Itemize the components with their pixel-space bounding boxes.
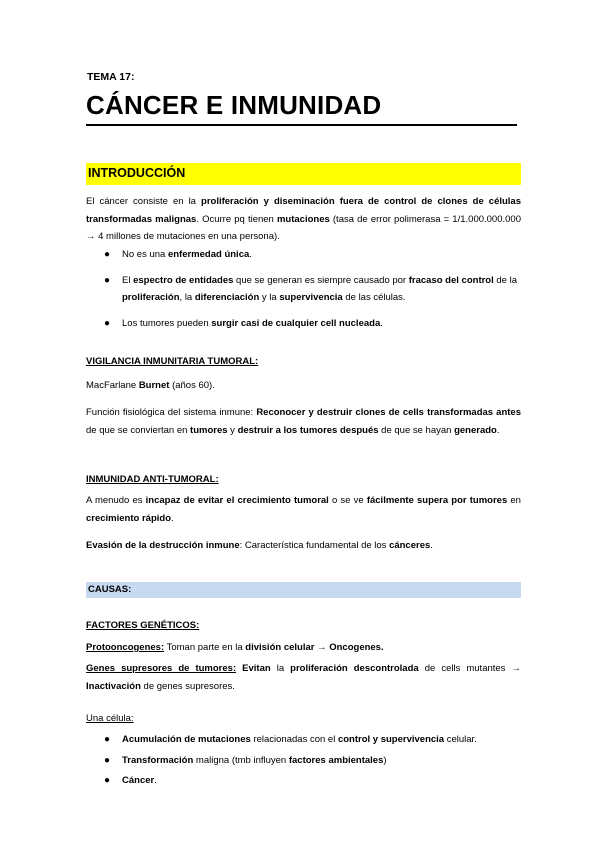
- text-run: relacionadas con el: [250, 734, 338, 745]
- inmunidad-paragraph-1: [86, 492, 521, 527]
- text-run: proliferación y diseminación fuera de control de clones de células transformadas malignas: [86, 196, 521, 225]
- text-run: : Característica fundamental de los: [239, 540, 390, 551]
- text-run: (tasa de error polimerasa = 1/1.000.000.000 → 4 millones de mutaciones en una persona).: [86, 213, 521, 242]
- text-run: surgir casi de cualquier cell nucleada: [211, 317, 381, 329]
- list-item: [86, 731, 521, 749]
- text-run: enfermedad única: [167, 249, 250, 260]
- text-run: El: [122, 274, 134, 286]
- text-run: .: [430, 540, 433, 551]
- text-run: proliferación: [122, 292, 180, 303]
- list-item: [86, 315, 521, 333]
- text-run: Evasión de la destrucción inmune: [86, 540, 240, 551]
- text-run: .: [496, 424, 500, 436]
- text-run: celular.: [444, 734, 477, 745]
- inmunidad-heading: INMUNIDAD ANTI-TUMORAL:: [86, 474, 219, 485]
- inmunidad-paragraph-2: [86, 537, 521, 555]
- text-run: Burnet: [138, 380, 170, 391]
- text-run: .: [171, 512, 174, 524]
- text-run: (años 60).: [169, 380, 215, 391]
- page-title: CÁNCER E INMUNIDAD: [86, 90, 382, 120]
- text-run: que se generan es siempre causado por: [233, 274, 409, 286]
- text-run: Oncogenes.: [329, 642, 384, 653]
- text-run: Acumulación de mutaciones: [122, 734, 251, 745]
- text-run: .: [380, 317, 383, 329]
- text-run: Los tumores pueden: [122, 317, 212, 329]
- text-run: Transformación: [122, 754, 194, 766]
- topic-label: TEMA 17:: [87, 71, 135, 83]
- text-run: factores ambientales: [288, 754, 384, 766]
- text-run: Reconocer y destruir clones de cells transformadas antes: [256, 407, 522, 418]
- bullet-icon: ●: [104, 775, 111, 786]
- bullet-icon: ●: [104, 317, 111, 329]
- text-run: Genes supresores de tumores:: [86, 663, 237, 674]
- text-run: →: [314, 642, 330, 653]
- text-run: diferenciación: [194, 292, 260, 303]
- causas-heading: CAUSAS:: [88, 584, 132, 595]
- text-run: maligna (tmb influyen: [193, 754, 289, 766]
- text-run: y la: [259, 292, 280, 303]
- text-run: división celular: [245, 642, 315, 653]
- list-item: [86, 272, 521, 307]
- text-run: , la: [179, 292, 195, 303]
- causas-heading-bar: [86, 582, 521, 598]
- text-run: proliferación descontrolada: [290, 663, 419, 674]
- text-run: Evitan: [242, 663, 271, 674]
- text-run: Función fisiológica del sistema inmune:: [86, 407, 257, 418]
- protooncogenes-paragraph: [86, 639, 521, 657]
- text-run: mutaciones: [276, 213, 330, 225]
- text-run: destruir a los tumores después: [237, 424, 379, 436]
- title-underline: [86, 124, 517, 126]
- text-run: de cells mutantes →: [418, 663, 521, 674]
- text-run: .: [154, 775, 157, 786]
- text-run: Cáncer: [122, 775, 155, 786]
- list-item: [86, 246, 521, 264]
- celula-heading: Una célula:: [86, 713, 134, 724]
- text-run: MacFarlane: [86, 380, 139, 391]
- vigilancia-paragraph-2: [86, 404, 521, 439]
- vigilancia-heading: VIGILANCIA INMUNITARIA TUMORAL:: [86, 356, 259, 367]
- text-run: control y supervivencia: [337, 734, 445, 745]
- text-run: A menudo es: [86, 495, 146, 506]
- text-run: generado: [454, 424, 497, 436]
- intro-heading: INTRODUCCIÓN: [88, 166, 186, 180]
- intro-paragraph: [86, 193, 521, 246]
- text-run: fracaso del control: [408, 274, 494, 286]
- text-run: Toman parte en la: [164, 642, 246, 653]
- text-run: de la: [493, 274, 517, 286]
- bullet-icon: ●: [104, 734, 111, 745]
- text-run: tumores: [190, 424, 228, 436]
- text-run: .: [249, 249, 252, 260]
- list-item: [86, 752, 521, 770]
- text-run: de que se hayan: [378, 424, 455, 436]
- text-run: Protooncogenes:: [86, 642, 165, 653]
- text-run: de genes supresores.: [140, 680, 235, 692]
- celula-bullet-list: [86, 731, 521, 790]
- text-run: cánceres: [389, 540, 431, 551]
- text-run: en: [507, 495, 521, 506]
- text-run: de las células.: [342, 292, 406, 303]
- factores-heading: FACTORES GENÉTICOS:: [86, 620, 200, 631]
- text-run: crecimiento rápido: [86, 512, 171, 524]
- text-run: o se ve: [328, 495, 367, 506]
- bullet-icon: ●: [104, 274, 111, 286]
- bullet-icon: ●: [104, 249, 111, 260]
- text-run: . Ocurre pq tienen: [196, 213, 277, 225]
- vigilancia-paragraph-1: [86, 377, 521, 395]
- text-run: y: [227, 424, 238, 436]
- intro-bullet-list: [86, 246, 521, 332]
- bullet-icon: ●: [104, 754, 111, 766]
- text-run: No es una: [122, 249, 168, 260]
- text-run: Inactivación: [86, 680, 141, 692]
- text-run: de que se conviertan en: [86, 424, 191, 436]
- text-run: El cáncer consiste en la: [86, 196, 202, 207]
- text-run: incapaz de evitar el crecimiento tumoral: [145, 495, 329, 506]
- text-run: ): [383, 754, 387, 766]
- intro-heading-bar: [86, 163, 521, 185]
- text-run: supervivencia: [279, 292, 343, 303]
- text-run: la: [270, 663, 291, 674]
- text-run: espectro de entidades: [133, 274, 234, 286]
- text-run: fácilmente supera por tumores: [366, 495, 508, 506]
- list-item: [86, 772, 521, 790]
- supresores-paragraph: [86, 660, 521, 695]
